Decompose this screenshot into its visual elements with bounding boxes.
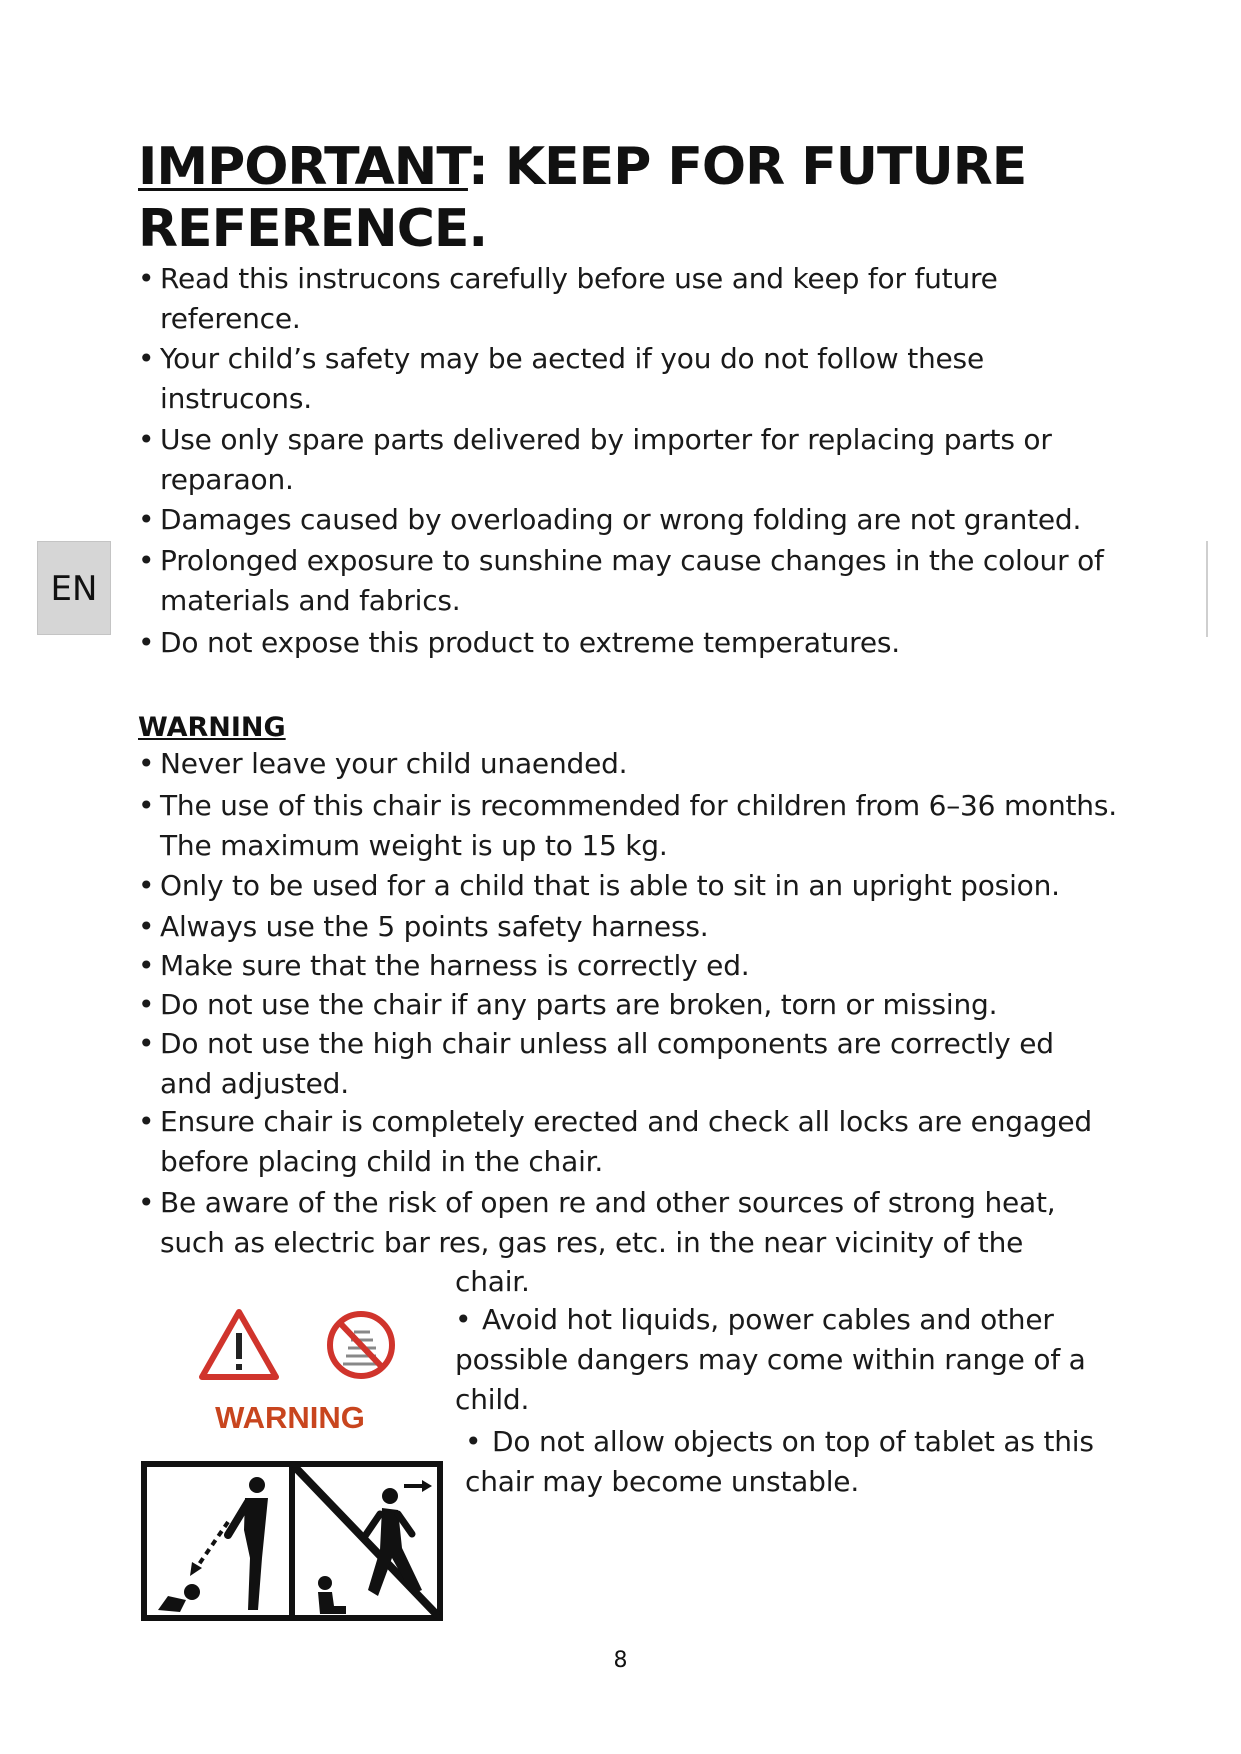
warning-item-4: • Always use the 5 points safety harness. bbox=[138, 910, 709, 943]
warning-item-6: • Do not use the chair if any parts are broken, torn or missing. bbox=[138, 988, 998, 1021]
warning-item-9: • Be aware of the risk of open re and other sources of strong heat, such as electric bar res, gas res, etc. in the near vicinity of the bbox=[138, 1186, 1056, 1259]
warning-item-2: • The use of this chair is recommended for children from 6–36 months. The maximum weight is up to 15 kg. bbox=[138, 789, 1117, 862]
warning-item-3: • Only to be used for a child that is able to sit in an upright posion. bbox=[138, 869, 1060, 902]
no-climbing-icon bbox=[330, 1314, 392, 1376]
language-tab: EN bbox=[37, 541, 111, 635]
important-item-5: • Prolonged exposure to sunshine may cause changes in the colour of materials and fabrics. bbox=[138, 544, 1104, 617]
important-item-1: • Read this instrucons carefully before use and keep for future reference. bbox=[138, 262, 998, 335]
warning-item-1: • Never leave your child unaended. bbox=[138, 747, 628, 780]
warning-triangle-icon bbox=[202, 1312, 276, 1377]
warning-pictogram-group bbox=[140, 1300, 460, 1630]
pictogram-warning-label: WARNING bbox=[215, 1400, 365, 1435]
right-item-1: • Avoid hot liquids, power cables and other possible dangers may come within range of a child. bbox=[455, 1303, 1086, 1416]
important-item-3: • Use only spare parts delivered by importer for replacing parts or reparaon. bbox=[138, 423, 1052, 496]
warning-item-7: • Do not use the high chair unless all components are correctly ed and adjusted. bbox=[138, 1027, 1054, 1100]
important-item-4: • Damages caused by overloading or wrong folding are not granted. bbox=[138, 503, 1082, 536]
important-item-2: • Your child’s safety may be aected if you do not follow these instrucons. bbox=[138, 342, 984, 415]
page-edge-marker bbox=[1206, 541, 1208, 637]
continuation-text: chair. bbox=[455, 1265, 530, 1298]
page-number: 8 bbox=[613, 1648, 628, 1673]
walk-away-pictogram-icon bbox=[292, 1464, 440, 1618]
title-important: IMPORTANT bbox=[138, 137, 468, 197]
right-item-2: • Do not allow objects on top of tablet as this chair may become unstable. bbox=[465, 1425, 1094, 1498]
warning-item-5: • Make sure that the harness is correctly ed. bbox=[138, 949, 750, 982]
page-title bbox=[138, 136, 1138, 260]
title-rest: : KEEP FOR FUTURE REFERENCE. bbox=[138, 137, 1027, 259]
warning-heading: WARNING bbox=[138, 712, 286, 743]
warning-item-8: • Ensure chair is completely erected and check all locks are engaged before placing child in the chair. bbox=[138, 1105, 1092, 1178]
important-item-6: • Do not expose this product to extreme temperatures. bbox=[138, 626, 900, 659]
supervision-pictogram-icon bbox=[144, 1464, 292, 1618]
